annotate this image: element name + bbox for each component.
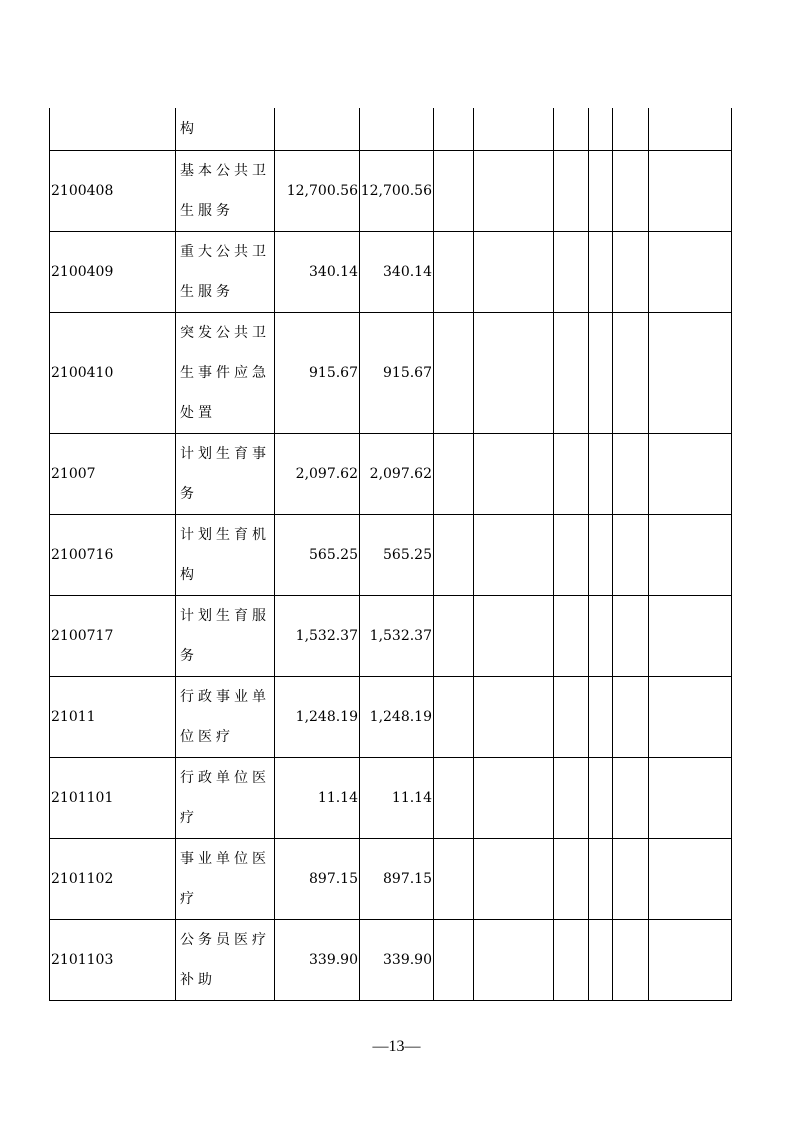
empty-cell [649,595,732,676]
empty-cell [613,108,649,150]
empty-cell [649,231,732,312]
empty-cell [474,433,554,514]
empty-cell [613,231,649,312]
empty-cell [474,757,554,838]
empty-cell [589,919,613,1000]
empty-cell [554,595,589,676]
empty-cell [613,312,649,433]
row-code: 2100410 [50,312,176,433]
row-code: 2100717 [50,595,176,676]
row-item-name: 行政事业单位医疗 [176,676,275,757]
table-row [50,676,732,757]
empty-cell [434,150,474,231]
empty-cell [554,150,589,231]
table-row [50,108,732,150]
empty-cell [554,838,589,919]
row-item-name: 公务员医疗补助 [176,919,275,1000]
empty-cell [649,838,732,919]
empty-cell [613,514,649,595]
empty-cell [649,676,732,757]
empty-cell [589,676,613,757]
empty-cell [613,433,649,514]
empty-cell [474,838,554,919]
empty-cell [613,595,649,676]
row-amount-total: 12,700.56 [275,150,360,231]
empty-cell [474,919,554,1000]
row-amount-total: 1,248.19 [275,676,360,757]
empty-cell [589,838,613,919]
row-item-name: 计划生育事务 [176,433,275,514]
row-amount-total: 340.14 [275,231,360,312]
empty-cell [613,150,649,231]
empty-cell [613,919,649,1000]
row-amount-total: 915.67 [275,312,360,433]
row-item-name: 基本公共卫生服务 [176,150,275,231]
table-row [50,150,732,231]
row-item-name: 事业单位医疗 [176,838,275,919]
empty-cell [613,676,649,757]
row-amount-basic: 11.14 [360,757,434,838]
row-amount-basic [360,108,434,150]
page-number: —13— [372,1038,421,1055]
table-row [50,838,732,919]
empty-cell [474,312,554,433]
row-item-name: 计划生育机构 [176,514,275,595]
table-row [50,595,732,676]
empty-cell [554,919,589,1000]
empty-cell [649,150,732,231]
empty-cell [589,595,613,676]
empty-cell [434,433,474,514]
empty-cell [554,312,589,433]
row-item-name: 构 [176,108,275,150]
row-amount-total [275,108,360,150]
empty-cell [434,231,474,312]
row-amount-basic: 12,700.56 [360,150,434,231]
table-row [50,433,732,514]
row-amount-basic: 2,097.62 [360,433,434,514]
empty-cell [434,312,474,433]
empty-cell [589,757,613,838]
empty-cell [649,433,732,514]
row-amount-basic: 915.67 [360,312,434,433]
row-item-name: 行政单位医疗 [176,757,275,838]
empty-cell [589,433,613,514]
row-amount-total: 897.15 [275,838,360,919]
empty-cell [613,838,649,919]
table-row [50,312,732,433]
empty-cell [649,514,732,595]
empty-cell [589,108,613,150]
table-row [50,757,732,838]
row-amount-basic: 339.90 [360,919,434,1000]
table-row [50,514,732,595]
row-code: 2100716 [50,514,176,595]
empty-cell [474,595,554,676]
row-amount-total: 565.25 [275,514,360,595]
row-code: 2101101 [50,757,176,838]
budget-table [49,108,732,1001]
table-row [50,919,732,1000]
row-code: 2100408 [50,150,176,231]
empty-cell [649,312,732,433]
empty-cell [589,312,613,433]
row-amount-total: 11.14 [275,757,360,838]
empty-cell [589,150,613,231]
row-amount-total: 1,532.37 [275,595,360,676]
empty-cell [434,757,474,838]
empty-cell [589,514,613,595]
row-code: 21007 [50,433,176,514]
row-amount-basic: 897.15 [360,838,434,919]
empty-cell [554,433,589,514]
row-amount-total: 2,097.62 [275,433,360,514]
row-item-name: 计划生育服务 [176,595,275,676]
row-amount-basic: 340.14 [360,231,434,312]
empty-cell [474,514,554,595]
row-code: 21011 [50,676,176,757]
empty-cell [434,108,474,150]
empty-cell [474,231,554,312]
row-amount-basic: 1,532.37 [360,595,434,676]
row-item-name: 重大公共卫生服务 [176,231,275,312]
row-amount-basic: 1,248.19 [360,676,434,757]
empty-cell [474,150,554,231]
empty-cell [554,514,589,595]
empty-cell [554,231,589,312]
empty-cell [434,514,474,595]
row-code: 2101102 [50,838,176,919]
empty-cell [474,108,554,150]
row-amount-basic: 565.25 [360,514,434,595]
empty-cell [434,676,474,757]
empty-cell [649,108,732,150]
row-code: 2100409 [50,231,176,312]
table-row [50,231,732,312]
row-amount-total: 339.90 [275,919,360,1000]
row-item-name: 突发公共卫生事件应急处置 [176,312,275,433]
empty-cell [554,757,589,838]
empty-cell [613,757,649,838]
empty-cell [434,838,474,919]
empty-cell [589,231,613,312]
row-code [50,108,176,150]
empty-cell [434,595,474,676]
row-code: 2101103 [50,919,176,1000]
empty-cell [649,919,732,1000]
empty-cell [474,676,554,757]
empty-cell [554,108,589,150]
empty-cell [554,676,589,757]
empty-cell [649,757,732,838]
empty-cell [434,919,474,1000]
